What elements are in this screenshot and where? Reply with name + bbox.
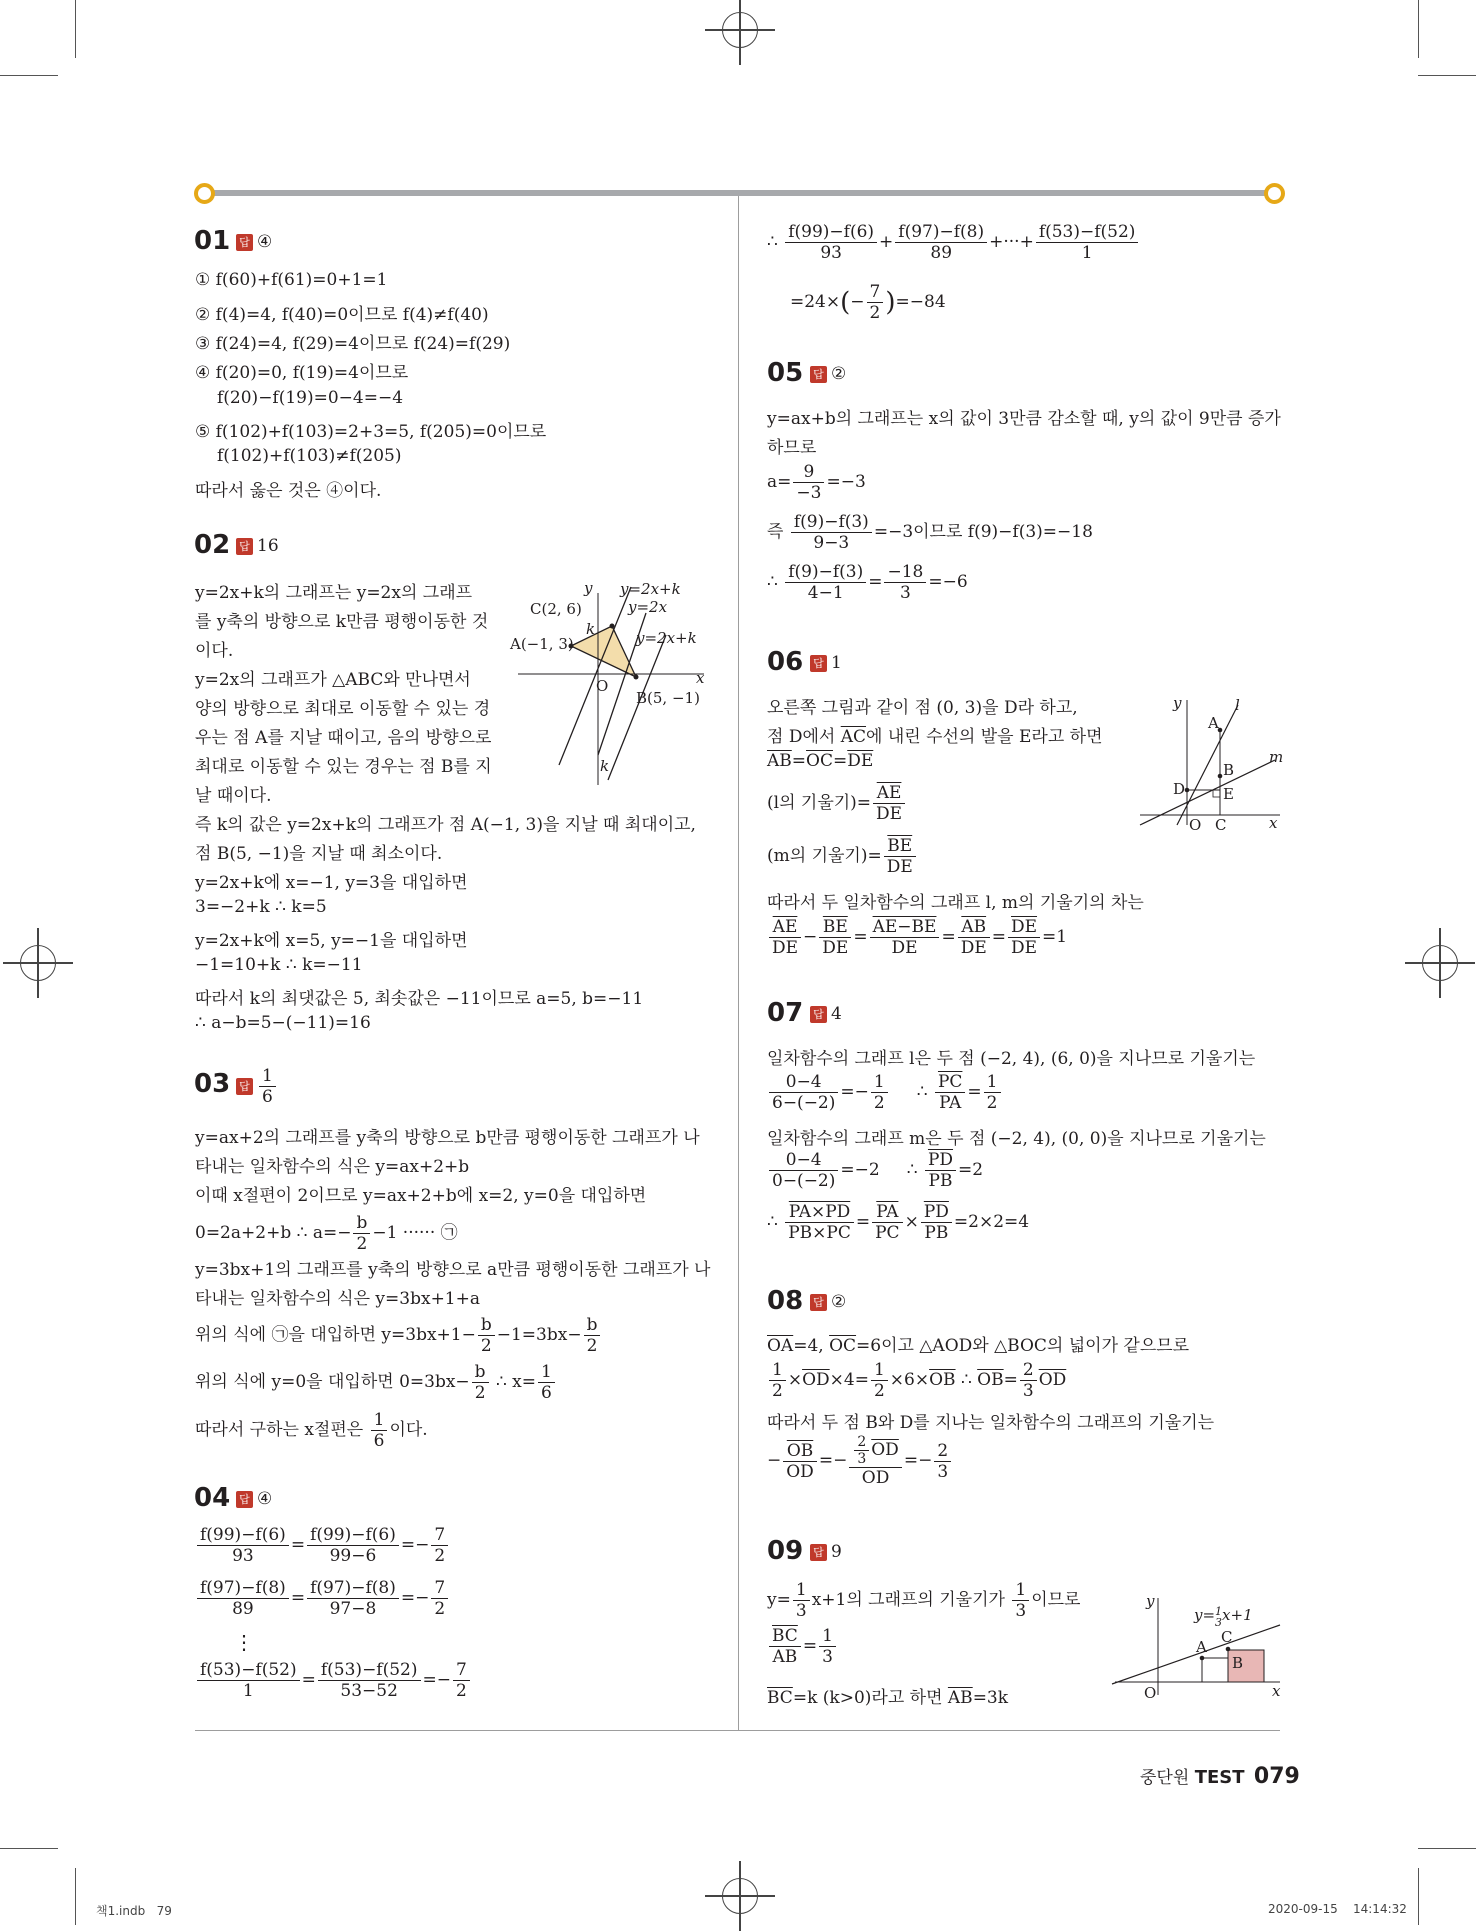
solution-line: 오른쪽 그림과 같이 점 (0, 3)을 D라 하고, — [767, 698, 1078, 718]
solution-line: 날 때이다. — [195, 786, 272, 806]
point-d-label: D — [1173, 780, 1186, 798]
solution-line: 점 D에서 $\overline{AC}$에 내린 수선의 발을 E라고 하면 — [767, 727, 1103, 747]
fraction: $\frac{1}{2}$ — [769, 1360, 786, 1401]
solution-line: y=2x+k에 x=5, y=−1을 대입하면 — [195, 931, 468, 951]
fraction: $\frac{1}{2}$ — [871, 1360, 888, 1401]
header-dot-left — [194, 183, 215, 204]
crop-mark — [1418, 75, 1476, 76]
crop-mark — [1418, 0, 1419, 58]
fraction: $\frac{b}{2}$ — [584, 1315, 601, 1356]
question-number: 04 — [194, 1483, 231, 1513]
fraction: $\frac{AE-BE}{DE}$ — [870, 917, 940, 958]
registration-mark — [1422, 945, 1458, 981]
crop-mark — [75, 0, 76, 58]
answer-badge: 답 — [236, 234, 253, 251]
solution-line: 점 B(5, −1)을 지날 때 최소이다. — [195, 844, 443, 864]
fraction: $\frac{\overline{PD}}{PB}$ — [925, 1150, 956, 1191]
equation-line: $\frac{\overline{BC}}{AB}$ = $\frac{1}{3}$ — [767, 1626, 838, 1667]
point-c — [1226, 1647, 1231, 1652]
answer: 답 ④ — [236, 1489, 272, 1509]
equation-line: $\overline{AB}=\overline{OC}=\overline{DE}$ — [767, 751, 874, 771]
answer: 답 ④ — [236, 232, 272, 252]
solution-line: ③ f(24)=4, f(29)=4이므로 f(24)=f(29) — [195, 334, 511, 354]
page-number: 079 — [1253, 1764, 1300, 1789]
equation-line: ∴ $\frac{f(9)-f(3)}{4-1}$ = $\frac{-18}{3}$ =−6 — [767, 562, 968, 603]
crop-mark — [0, 1848, 58, 1849]
equation-line: (m의 기울기)= $\frac{\overline{BE}}{DE}$ — [767, 836, 918, 877]
solution-line: 타내는 일차함수의 식은 y=ax+2+b — [195, 1157, 470, 1177]
fraction: $\frac{2}{3}$ — [934, 1441, 951, 1482]
line-label-middle: y=2x — [628, 598, 668, 616]
point-a-label: A — [1208, 714, 1219, 732]
fraction: $\frac{1}{6}$ — [538, 1362, 555, 1403]
registration-mark — [20, 945, 56, 981]
page-footer — [1140, 1763, 1300, 1789]
fraction: $\frac{f(9)-f(3)}{9-3}$ — [791, 512, 872, 553]
fraction: $\frac{\overline{BC}}{AB}$ — [769, 1626, 801, 1667]
point-b-label: B(5, −1) — [636, 689, 700, 707]
equation-line: 따라서 구하는 x절편은 $\frac{1}{6}$ 이다. — [195, 1410, 428, 1451]
fraction: $\frac{f(53)-f(52)}{1}$ — [1036, 222, 1139, 263]
line-label-upper: y=2x+k — [620, 580, 681, 598]
question-number: 05 — [767, 358, 804, 388]
point-a-label: A(−1, 3) — [510, 635, 574, 653]
y-axis-label: y — [1173, 694, 1182, 712]
equation-line: 위의 식에 y=0을 대입하면 0=3bx− $\frac{b}{2}$ ∴ x= $\frac{1}{6}$ — [195, 1362, 557, 1403]
column-divider — [738, 196, 739, 1730]
point-a — [1200, 1656, 1205, 1661]
crop-mark — [0, 75, 58, 76]
solution-line: ④ f(20)=0, f(19)=4이므로 — [195, 363, 409, 383]
question-number: 02 — [194, 530, 231, 560]
fraction: $\frac{\overline{DE}}{DE}$ — [1008, 917, 1040, 958]
registration-mark — [722, 1878, 758, 1914]
fraction: $\frac{\overline{PD}}{PB}$ — [921, 1202, 952, 1243]
fraction: $\frac{2}{3}$ — [1020, 1360, 1037, 1401]
header-rule — [200, 190, 1272, 196]
answer: 답 ② — [810, 364, 846, 384]
point-d — [1185, 788, 1190, 793]
fraction: $\frac{\overline{BE}}{DE}$ — [884, 836, 916, 877]
fraction: $\frac{7}{2}$ — [431, 1578, 448, 1619]
solution-line: ∴ a−b=5−(−11)=16 — [195, 1013, 371, 1033]
slug-right: 2020-09-15 14:14:32 — [1268, 1902, 1407, 1916]
line-label: y=$^1$ 3x+1 — [1194, 1605, 1253, 1629]
answer: 답 4 — [810, 1004, 842, 1024]
fraction: $\frac{f(99)-f(6)}{93}$ — [197, 1525, 289, 1566]
solution-line: 를 y축의 방향으로 k만큼 평행이동한 것 — [195, 612, 489, 632]
fraction: $\frac{\overline{AE}}{DE}$ — [769, 917, 801, 958]
fraction: $\frac{\overline{AB}}{DE}$ — [958, 917, 990, 958]
right-angle-mark — [1213, 790, 1220, 797]
solution-line: y=2x+k의 그래프는 y=2x의 그래프 — [195, 583, 473, 603]
answer-badge: 답 — [236, 1078, 253, 1095]
answer-badge: 답 — [236, 538, 253, 555]
solution-line: y=3bx+1의 그래프를 y축의 방향으로 a만큼 평행이동한 그래프가 나 — [195, 1260, 711, 1280]
point-b-label: B — [1232, 1654, 1244, 1672]
question-number: 06 — [767, 647, 804, 677]
point-c-label: C — [1215, 816, 1227, 830]
x-axis-label: x — [1272, 1682, 1281, 1700]
figure-q02-graph — [508, 575, 708, 790]
point-b — [634, 675, 639, 680]
point-c-label: C — [1221, 1628, 1233, 1646]
solution-line: y=2x의 그래프가 △ABC와 만나면서 — [195, 670, 471, 690]
solution-line: 따라서 두 일차함수의 그래프 l, m의 기울기의 차는 — [767, 893, 1144, 913]
solution-line: −1=10+k ∴ k=−11 — [195, 955, 363, 975]
fraction: $\frac{f(97)-f(8)}{97-8}$ — [307, 1578, 399, 1619]
k-label-upper: k — [586, 620, 596, 638]
solution-line: y=ax+b의 그래프는 x의 값이 3만큼 감소할 때, y의 값이 9만큼 증가 — [767, 409, 1281, 429]
point-c — [610, 624, 615, 629]
x-axis-label: x — [1269, 814, 1278, 830]
y-axis-label: y — [584, 579, 593, 597]
equation-line: ∴ $\frac{f(99)-f(6)}{93}$ + $\frac{f(97)-f(8)}{89}$ +···+ $\frac{f(53)-f(52)}{1}$ — [767, 222, 1140, 263]
solution-line: ① f(60)+f(61)=0+1=1 — [195, 270, 388, 290]
equation-line: y= $\frac{1}{3}$ x+1의 그래프의 기울기가 $\frac{1}{3}$ 이므로 — [767, 1580, 1081, 1621]
solution-line: 즉 k의 값은 y=2x+k의 그래프가 점 A(−1, 3)을 지날 때 최대이고, — [195, 815, 696, 835]
solution-line: $\overline{OA}=4$, $\overline{OC}=6$이고 △AOD와 △BOC의 넓이가 같으므로 — [767, 1336, 1190, 1356]
answer-badge: 답 — [810, 366, 827, 383]
solution-line: 이다. — [195, 641, 234, 661]
fraction: $\frac{f(53)-f(52)}{53-52}$ — [318, 1660, 421, 1701]
crop-mark — [1418, 1848, 1476, 1849]
fraction: $\frac{\overline{OB}}{OD}$ — [783, 1441, 817, 1482]
fraction: $\frac{f(97)-f(8)}{89}$ — [197, 1578, 289, 1619]
equation-line: $\frac{0-4}{0-(-2)}$ =−2 ∴ $\frac{\overline{PD}}{PB}$ =2 — [767, 1150, 983, 1191]
footer-test: TEST — [1194, 1767, 1245, 1788]
solution-line: 하므로 — [767, 438, 817, 458]
solution-line: 일차함수의 그래프 l은 두 점 (−2, 4), (6, 0)을 지나므로 기울기는 — [767, 1049, 1256, 1069]
fraction: $\frac{1}{3}$ — [1012, 1580, 1029, 1621]
fraction: $\frac{b}{2}$ — [353, 1213, 370, 1254]
fraction: $\frac{7}{2}$ — [867, 282, 884, 323]
answer: 답 9 — [810, 1542, 842, 1562]
fraction: $\frac{0-4}{0-(-2)}$ — [769, 1150, 838, 1191]
equation-line: 즉 $\frac{f(9)-f(3)}{9-3}$ =−3이므로 f(9)−f(3)=−18 — [767, 512, 1093, 553]
fraction: $\frac{b}{2}$ — [478, 1315, 495, 1356]
fraction: $\frac{7}{2}$ — [453, 1660, 470, 1701]
line-label-lower: y=2x+k — [636, 629, 697, 647]
fraction: $\frac{2}{3}$ $\overline{OD}$ OD — [849, 1434, 902, 1488]
question-number: 03 — [194, 1069, 231, 1099]
equation-line: =24×(− $\frac{7}{2}$ )=−84 — [790, 282, 946, 323]
solution-line: 이때 x절편이 2이므로 y=ax+2+b에 x=2, y=0을 대입하면 — [195, 1186, 647, 1206]
solution-line: 3=−2+k ∴ k=5 — [195, 897, 327, 917]
solution-line: f(20)−f(19)=0−4=−4 — [217, 388, 404, 408]
solution-line: ⑤ f(102)+f(103)=2+3=5, f(205)=0이므로 — [195, 422, 547, 442]
question-number: 07 — [767, 998, 804, 1028]
answer-badge: 답 — [810, 1006, 827, 1023]
footer-rule — [195, 1730, 1280, 1731]
figure-q06-graph — [1135, 690, 1285, 830]
solution-line: 타내는 일차함수의 식은 y=3bx+1+a — [195, 1289, 481, 1309]
fraction: $\frac{\overline{AE}}{DE}$ — [873, 783, 905, 824]
answer: 답 16 — [236, 536, 279, 556]
answer: 답 1 — [810, 653, 842, 673]
header-dot-right — [1264, 183, 1285, 204]
answer-badge: 답 — [810, 655, 827, 672]
origin-label: O — [1189, 816, 1202, 830]
fraction: $\frac{1}{2}$ — [871, 1072, 888, 1113]
solution-line: 따라서 k의 최댓값은 5, 최솟값은 −11이므로 a=5, b=−11 — [195, 989, 644, 1009]
fraction: $\frac{9}{-3}$ — [793, 462, 824, 503]
solution-line: 따라서 옳은 것은 ④이다. — [195, 481, 382, 501]
equation-line: − $\frac{\overline{OB}}{OD}$ =− $\frac{2}{3}$ $\overline{OD}$ OD =− $\frac{2}{3}$ — [767, 1434, 953, 1488]
fraction: $\frac{1}{3}$ — [793, 1580, 810, 1621]
equation-line: $\frac{0-4}{6-(-2)}$ =− $\frac{1}{2}$ ∴ $\frac{\overline{PC}}{PA}$ = $\frac{1}{2}$ — [767, 1072, 1003, 1113]
fraction: $\frac{b}{2}$ — [472, 1362, 489, 1403]
solution-line: y=2x+k에 x=−1, y=3을 대입하면 — [195, 873, 468, 893]
slug-left: 책1.indb 79 — [96, 1904, 172, 1918]
answer-badge: 답 — [810, 1544, 827, 1561]
line-l-label: l — [1235, 696, 1240, 714]
solution-line: y=ax+2의 그래프를 y축의 방향으로 b만큼 평행이동한 그래프가 나 — [195, 1128, 700, 1148]
fraction: $\frac{-18}{3}$ — [884, 562, 926, 603]
x-axis-label: x — [696, 669, 705, 687]
fraction: $\frac{f(53)-f(52)}{1}$ — [197, 1660, 300, 1701]
registration-mark — [722, 12, 758, 48]
point-c-label: C(2, 6) — [530, 600, 582, 618]
y-axis-label: y — [1146, 1592, 1155, 1610]
fraction: $\frac{f(99)-f(6)}{99-6}$ — [307, 1525, 399, 1566]
fraction: $\frac{1}{2}$ — [984, 1072, 1001, 1113]
footer-label: 중단원 — [1140, 1768, 1190, 1788]
equation-line: $\frac{1}{2}$ $\times\overline{OD}\times 4=$ $\frac{1}{2}$ $\times 6\times\overline{OB}$ ∴ $\overline{OB}=$ $\frac{2}{3}$ $\overline{OD}$ — [767, 1360, 1066, 1401]
crop-mark — [1418, 1868, 1419, 1925]
equation-line: 0=2a+2+b ∴ a=− $\frac{b}{2}$ −1 ······ ㉠ — [195, 1213, 458, 1254]
solution-line: 최대로 이동할 수 있는 경우는 점 B를 지 — [195, 757, 492, 777]
fraction: $\frac{1}{3}$ — [819, 1626, 836, 1667]
solution-line: ② f(4)=4, f(40)=0이므로 f(4)≠f(40) — [195, 305, 489, 325]
point-b-label: B — [1223, 761, 1235, 779]
fraction: $\frac{1}{6}$ — [259, 1066, 276, 1107]
vertical-ellipsis: ⋮ — [234, 1630, 254, 1654]
equation-line: $\frac{f(97)-f(8)}{89}$ = $\frac{f(97)-f(8)}{97-8}$ =− $\frac{7}{2}$ — [195, 1578, 450, 1619]
fraction: $\frac{0-4}{6-(-2)}$ — [769, 1072, 838, 1113]
solution-line: 우는 점 A를 지날 때이고, 음의 방향으로 — [195, 728, 492, 748]
point-a-label: A — [1196, 1638, 1207, 1656]
equation-line: $\frac{\overline{AE}}{DE}$ − $\frac{\overline{BE}}{DE}$ = $\frac{AE-BE}{DE}$ = $\frac{\overline{AB}}{DE}$ = $\frac{\overline{DE}}{DE}$ =1 — [767, 917, 1067, 958]
answer — [236, 1066, 278, 1107]
fraction: $\frac{\overline{PA}}{PC}$ — [872, 1202, 902, 1243]
line-m-label: m — [1269, 748, 1284, 766]
fraction: $\frac{f(99)-f(6)}{93}$ — [785, 222, 877, 263]
answer: 답 ② — [810, 1292, 846, 1312]
solution-line: 따라서 두 점 B와 D를 지나는 일차함수의 그래프의 기울기는 — [767, 1413, 1215, 1433]
fraction: $\frac{f(9)-f(3)}{4-1}$ — [785, 562, 866, 603]
fraction: $\frac{\overline{PC}}{PA}$ — [935, 1072, 965, 1113]
figure-q09-graph — [1110, 1590, 1285, 1705]
k-label-lower: k — [600, 757, 610, 775]
fraction: $\frac{1}{6}$ — [371, 1410, 388, 1451]
answer-badge: 답 — [236, 1491, 253, 1508]
equation-line: ∴ $\frac{PA\times PD}{PB\times PC}$ = $\frac{\overline{PA}}{PC}$ × $\frac{\overline{PD}}{PB}$ =2×2=4 — [767, 1202, 1030, 1243]
fraction: $\frac{7}{2}$ — [431, 1525, 448, 1566]
question-number: 01 — [194, 226, 231, 256]
equation-line: $\frac{f(53)-f(52)}{1}$ = $\frac{f(53)-f(52)}{53-52}$ =− $\frac{7}{2}$ — [195, 1660, 472, 1701]
point-b — [1218, 774, 1223, 779]
equation-line: $\overline{BC}=k$ (k>0)라고 하면 $\overline{AB}=3k$ — [767, 1688, 1009, 1708]
fraction: $\frac{f(97)-f(8)}{89}$ — [895, 222, 987, 263]
solution-line: f(102)+f(103)≠f(205) — [217, 446, 402, 466]
question-number: 08 — [767, 1286, 804, 1316]
point-e-label: E — [1223, 785, 1234, 803]
solution-line: 양의 방향으로 최대로 이동할 수 있는 경 — [195, 699, 491, 719]
solution-line: 일차함수의 그래프 m은 두 점 (−2, 4), (0, 0)을 지나므로 기울기는 — [767, 1129, 1266, 1149]
origin-label: O — [596, 677, 609, 695]
equation-line: $\frac{f(99)-f(6)}{93}$ = $\frac{f(99)-f(6)}{99-6}$ =− $\frac{7}{2}$ — [195, 1525, 450, 1566]
triangle-abc — [571, 626, 636, 677]
answer-badge: 답 — [810, 1294, 827, 1311]
equation-line: 위의 식에 ㉠을 대입하면 y=3bx+1− $\frac{b}{2}$ −1=3bx− $\frac{b}{2}$ — [195, 1315, 602, 1356]
origin-label: O — [1144, 1684, 1157, 1702]
question-number: 09 — [767, 1536, 804, 1566]
fraction: $\frac{\overline{BE}}{DE}$ — [819, 917, 851, 958]
crop-mark — [75, 1868, 76, 1925]
equation-line: a= $\frac{9}{-3}$ =−3 — [767, 462, 866, 503]
fraction: $\frac{PA\times PD}{PB\times PC}$ — [785, 1202, 854, 1243]
equation-line: (l의 기울기)= $\frac{\overline{AE}}{DE}$ — [767, 783, 907, 824]
